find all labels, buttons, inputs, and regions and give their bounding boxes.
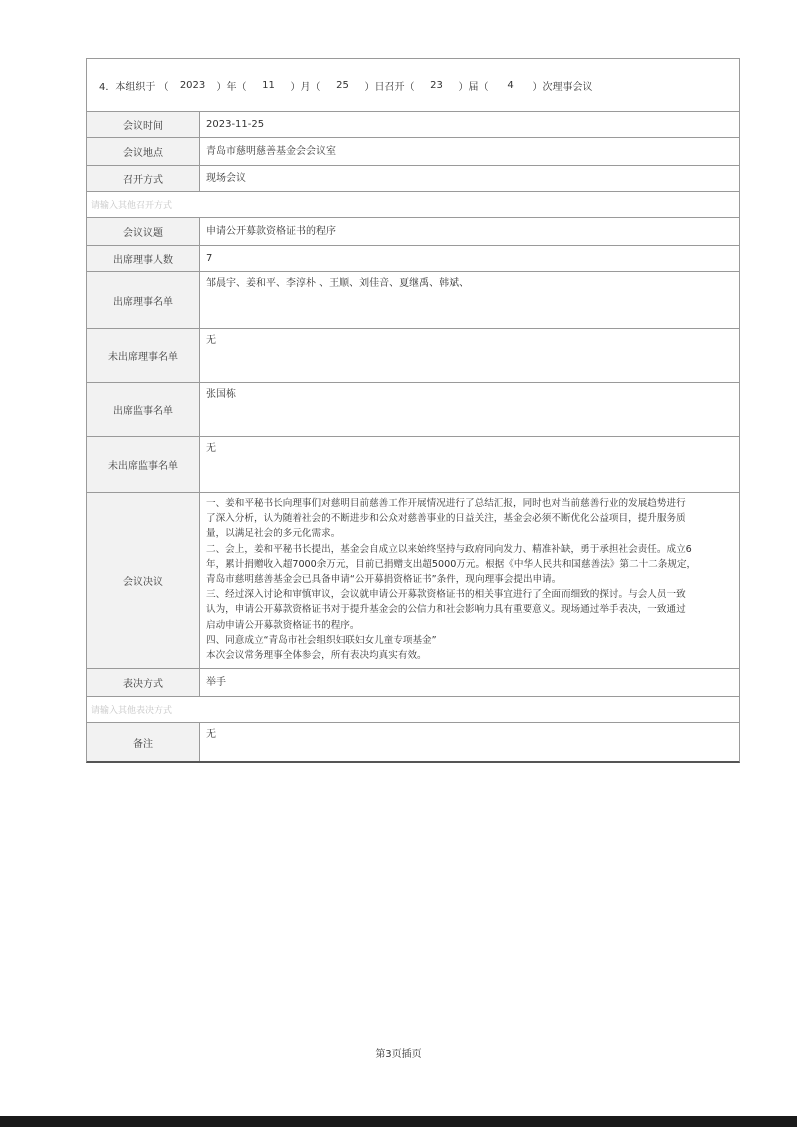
label-remark: 备注 <box>87 723 200 761</box>
row-resolution <box>87 493 739 669</box>
vote-other-placeholder: 请输入其他表决方式 <box>87 697 739 723</box>
value-time: 2023-11-25 <box>206 119 265 130</box>
header-year: 2023 <box>179 79 206 91</box>
row-supervisors <box>87 383 739 437</box>
header-session: 23 <box>430 79 443 91</box>
header-day-suffix: ）日召开（ <box>364 81 415 93</box>
value-place: 青岛市慈明慈善基金会会议室 <box>206 146 336 157</box>
resolution-line: 了深入分析，认为随着社会的不断进步和公众对慈善事业的日益关注，基金会必须不断优化公益项目，提升服务质 <box>206 513 686 525</box>
scan-edge <box>0 1116 797 1127</box>
resolution-line: 年，累计捐赠收入超7000余万元，目前已捐赠支出超5000万元。根据《中华人民共和国慈善法》第二十二条规定， <box>206 558 697 570</box>
resolution-line: 量，以满足社会的多元化需求。 <box>206 528 341 540</box>
row-remark <box>87 723 739 761</box>
label-attend-count: 出席理事人数 <box>87 246 200 271</box>
value-remark: 无 <box>206 729 216 740</box>
label-resolution: 会议决议 <box>87 493 200 668</box>
row-mode <box>87 166 739 192</box>
label-absent-directors: 未出席理事名单 <box>87 329 200 382</box>
row-attend-count <box>87 246 739 272</box>
resolution-line: 本次会议常务理事全体参会，所有表决均真实有效。 <box>206 650 427 662</box>
header-month-suffix: ）月（ <box>290 81 321 93</box>
label-absent-supervisors: 未出席监事名单 <box>87 437 200 492</box>
value-resolution <box>200 493 739 668</box>
meeting-form <box>86 58 740 763</box>
value-attend-names: 邹晨宇、姜和平、李淳朴 、王顺、刘佳音、夏继禹、韩斌、 <box>206 278 470 289</box>
value-absent-supervisors: 无 <box>206 443 216 454</box>
row-place <box>87 138 739 166</box>
header-year-suffix: ）年（ <box>216 81 247 93</box>
mode-other-placeholder: 请输入其他召开方式 <box>87 192 739 218</box>
resolution-line: 青岛市慈明慈善基金会已具备申请“公开募捐资格证书”条件，现向理事会提出申请。 <box>206 574 562 586</box>
label-place: 会议地点 <box>87 138 200 165</box>
value-mode: 现场会议 <box>206 173 246 184</box>
header-session-suffix: ）届（ <box>458 81 489 93</box>
label-supervisors: 出席监事名单 <box>87 383 200 436</box>
label-topic: 会议议题 <box>87 218 200 245</box>
resolution-line: 三、经过深入讨论和审慎审议，会议就申请公开募款资格证书的相关事宜进行了全面而细致的探讨。与会人员一致 <box>206 589 686 601</box>
page-footer: 第3页插页 <box>375 1049 422 1060</box>
row-vote <box>87 669 739 697</box>
value-attend-count: 7 <box>206 253 213 264</box>
label-mode: 召开方式 <box>87 166 200 191</box>
resolution-line: 二、会上，姜和平秘书长提出，基金会自成立以来始终坚持与政府同向发力、精准补缺，勇于承担社会责任。成立6 <box>206 543 692 555</box>
row-topic <box>87 218 739 246</box>
value-vote: 举手 <box>206 677 226 688</box>
row-time <box>87 112 739 138</box>
value-absent-directors: 无 <box>206 335 216 346</box>
label-time: 会议时间 <box>87 112 200 137</box>
header-meeting-no: 4 <box>507 79 514 91</box>
resolution-line: 四、同意成立“青岛市社会组织妇联妇女儿童专项基金” <box>206 634 437 646</box>
header-day: 25 <box>336 79 349 91</box>
resolution-line: 启动申请公开募款资格证书的程序。 <box>206 619 360 631</box>
value-supervisors: 张国栋 <box>206 389 236 400</box>
meeting-header <box>87 59 739 112</box>
row-attend-names <box>87 272 739 329</box>
row-absent-directors <box>87 329 739 383</box>
value-topic: 申请公开募款资格证书的程序 <box>206 226 336 237</box>
resolution-line: 认为，申请公开募款资格证书对于提升基金会的公信力和社会影响力具有重要意义。现场通过举手表决，一致通过 <box>206 604 686 616</box>
label-attend-names: 出席理事名单 <box>87 272 200 328</box>
resolution-line: 一、姜和平秘书长向理事们对慈明目前慈善工作开展情况进行了总结汇报，同时也对当前慈善行业的发展趋势进行 <box>206 498 686 509</box>
header-meeting-suffix: ）次理事会议 <box>532 81 593 93</box>
header-month: 11 <box>262 79 275 91</box>
label-vote: 表决方式 <box>87 669 200 696</box>
row-absent-supervisors <box>87 437 739 493</box>
header-prefix: 4．本组织于 （ <box>99 81 169 93</box>
